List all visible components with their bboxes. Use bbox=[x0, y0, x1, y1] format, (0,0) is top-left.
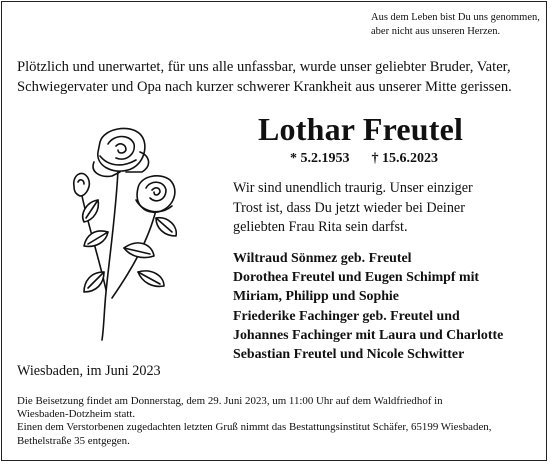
notice-line-3: Einen dem Verstorbenen zugedachten letzten Gruß nimmt das Bestattungsinstitut Schäfer, 65199 Wiesbaden, bbox=[17, 421, 492, 434]
family-line-6: Sebastian Freutel und Nicole Schwitter bbox=[233, 347, 465, 363]
place-date: Wiesbaden, im Juni 2023 bbox=[17, 363, 161, 379]
family-members bbox=[233, 249, 543, 364]
birth-date: * 5.2.1953 bbox=[290, 151, 350, 166]
memorial-quote bbox=[371, 11, 543, 38]
funeral-notice bbox=[17, 395, 542, 448]
deceased-name: Lothar Freutel bbox=[258, 111, 464, 147]
life-dates bbox=[290, 151, 438, 167]
rose-icon bbox=[60, 122, 218, 344]
quote-line-1: Aus dem Leben bist Du uns genommen, bbox=[371, 12, 540, 23]
notice-line-2: Wiesbaden-Dotzheim statt. bbox=[17, 408, 136, 421]
family-line-4: Friederike Fachinger geb. Freutel und bbox=[233, 308, 460, 324]
mourning-line-3: geliebten Frau Rita sein darfst. bbox=[233, 219, 408, 235]
family-line-5: Johannes Fachinger mit Laura und Charlotte bbox=[233, 327, 504, 343]
notice-line-4: Bethelstraße 35 entgegen. bbox=[17, 434, 130, 447]
death-date: † 15.6.2023 bbox=[371, 151, 438, 166]
family-line-2: Dorothea Freutel und Eugen Schimpf mit bbox=[233, 270, 480, 286]
family-line-1: Wiltraud Sönmez geb. Freutel bbox=[233, 251, 412, 266]
quote-line-2: aber nicht aus unseren Herzen. bbox=[371, 25, 501, 37]
mourning-text bbox=[233, 179, 533, 238]
intro-text bbox=[17, 57, 537, 97]
mourning-line-1: Wir sind unendlich traurig. Unser einziger bbox=[233, 180, 473, 196]
mourning-line-2: Trost ist, dass Du jetzt wieder bei Deiner bbox=[233, 199, 465, 216]
intro-line-1: Plötzlich und unerwartet, für uns alle unfassbar, wurde unser geliebter Bruder, Vater, bbox=[17, 59, 511, 75]
notice-line-1: Die Beisetzung findet am Donnerstag, dem 29. Juni 2023, um 11:00 Uhr auf dem Waldfriedhof in bbox=[17, 395, 443, 407]
family-line-3: Miriam, Philipp und Sophie bbox=[233, 289, 399, 305]
intro-line-2: Schwiegervater und Opa nach kurzer schwerer Krankheit aus unserer Mitte gerissen. bbox=[17, 79, 512, 95]
